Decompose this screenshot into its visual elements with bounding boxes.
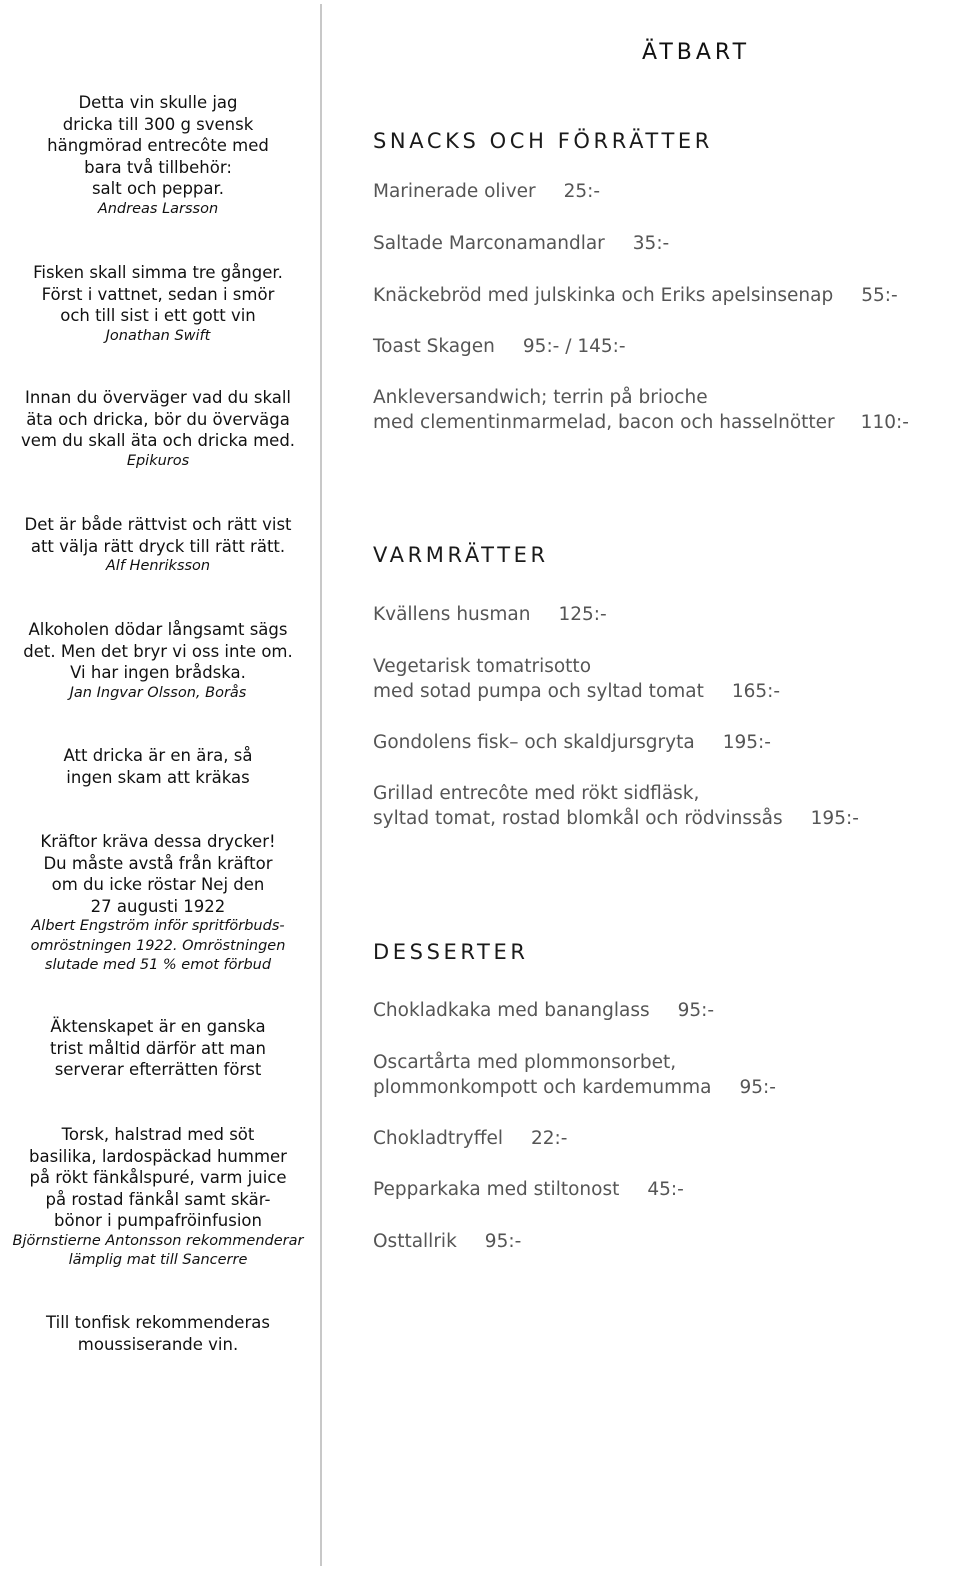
quote-attribution: Andreas Larsson [97, 200, 219, 217]
menu-item-name: Osttallrik [373, 1231, 457, 1252]
column-divider [320, 4, 322, 1566]
quote-line: salt och peppar. [91, 179, 225, 199]
menu-item-price: 195:- [810, 808, 859, 829]
quote-line: Det är både rättvist och rätt vist [24, 515, 292, 534]
quote-line: Innan du överväger vad du skall [24, 388, 291, 407]
menu-item-price: 95:- / 145:- [522, 336, 626, 357]
quote-attribution: Björnstierne Antonsson rekommenderar [12, 1232, 304, 1249]
quote-larsson [0, 92, 316, 219]
menu-item-name: Vegetarisk tomatrisotto [373, 656, 592, 677]
quote-line: Du måste avstå från kräftor [43, 853, 273, 873]
quote-dricka [0, 745, 316, 788]
menu-item-price: 95:- [739, 1077, 776, 1098]
quote-attribution: Alf Henriksson [105, 558, 211, 575]
menu-item-name: med sotad pumpa och syltad tomat [373, 681, 704, 702]
quote-attribution: slutade med 51 % emot förbud [44, 957, 272, 974]
quote-line: på rökt fänkålspuré, varm juice [29, 1168, 287, 1188]
menu-item [373, 231, 669, 256]
quote-line: vem du skall äta och dricka med. [20, 431, 296, 451]
menu-item [373, 1177, 684, 1202]
quote-line: basilika, lardospäckad hummer [29, 1146, 287, 1166]
menu-item [373, 998, 714, 1023]
menu-item [373, 334, 626, 359]
menu-item-price: 95:- [677, 1000, 715, 1021]
menu-item [373, 654, 780, 704]
quote-attribution: omröstningen 1922. Omröstningen [30, 937, 286, 954]
quote-line: 27 augusti 1922 [90, 896, 226, 916]
menu-item-name: Pepparkaka med stiltonost [373, 1179, 620, 1200]
quote-line: ingen skam att kräkas [66, 767, 250, 787]
quote-attribution: Jonathan Swift [105, 327, 211, 344]
quote-engstrom [0, 831, 316, 976]
menu-item [373, 283, 898, 308]
quote-line: Alkoholen dödar långsamt sägs [28, 620, 288, 639]
menu-title: ÄTBART [642, 40, 751, 65]
menu-item-price: 165:- [731, 681, 781, 702]
quote-tonfisk [0, 1312, 316, 1355]
menu-item [373, 602, 607, 627]
quote-line: Torsk, halstrad med söt [61, 1125, 255, 1144]
quote-line: Kräftor kräva dessa drycker! [40, 832, 276, 851]
menu-item-price: 55:- [861, 285, 898, 306]
quote-epikuros [0, 387, 316, 471]
menu-item-name: Gondolens fisk– och skaldjursgryta [373, 732, 695, 753]
menu-item-name: Toast Skagen [373, 336, 495, 357]
quote-swift [0, 262, 316, 346]
menu-item-price: 110:- [860, 412, 909, 433]
quote-aktenskap [0, 1016, 316, 1081]
menu-item-name: Oscartårta med plommonsorbet, [373, 1052, 677, 1073]
quote-line: Först i vattnet, sedan i smör [41, 284, 275, 304]
section-heading-snacks: SNACKS OCH FÖRRÄTTER [373, 129, 713, 153]
quote-line: Till tonfisk rekommenderas [46, 1313, 270, 1332]
quote-olsson [0, 619, 316, 703]
quote-line: på rostad fänkål samt skär- [45, 1189, 271, 1209]
quote-line: äta och dricka, bör du överväga [26, 409, 290, 429]
menu-item-name: Saltade Marconamandlar [373, 233, 605, 254]
menu-item-name: Grillad entrecôte med rökt sidfläsk, [373, 783, 700, 804]
quote-line: hängmörad entrecôte med [47, 136, 269, 156]
quote-attribution: Epikuros [126, 452, 190, 469]
menu-item-name: syltad tomat, rostad blomkål och rödvinssås [373, 808, 783, 829]
quote-attribution: Albert Engström inför spritförbuds- [31, 918, 285, 935]
menu-item [373, 179, 600, 204]
quote-attribution: Jan Ingvar Olsson, Borås [69, 684, 247, 701]
menu-item-name: med clementinmarmelad, bacon och hasselnötter [373, 412, 835, 433]
menu-item-name: Marinerade oliver [373, 181, 536, 202]
quote-line: bönor i pumpafröinfusion [54, 1211, 262, 1231]
quote-henriksson [0, 514, 316, 577]
menu-item-price: 25:- [563, 181, 601, 202]
quote-line: om du icke röstar Nej den [51, 875, 265, 895]
menu-item-price: 45:- [647, 1179, 684, 1200]
quote-line: Vi har ingen brådska. [70, 663, 246, 683]
quote-line: dricka till 300 g svensk [62, 114, 254, 134]
menu-item-name: Chokladtryffel [373, 1128, 503, 1149]
menu-item-price: 22:- [530, 1128, 568, 1149]
section-heading-varmratter: VARMRÄTTER [373, 543, 549, 567]
menu-item [373, 385, 909, 435]
quote-line: Detta vin skulle jag [78, 93, 238, 112]
menu-item [373, 781, 859, 831]
quote-line: bara två tillbehör: [84, 157, 232, 177]
quote-line: moussiserande vin. [77, 1334, 239, 1354]
menu-item-name: Kvällens husman [373, 604, 531, 625]
menu-item [373, 1050, 776, 1100]
quote-line: serverar efterrätten först [54, 1060, 262, 1080]
menu-item-price: 125:- [558, 604, 607, 625]
quote-line: Fisken skall simma tre gånger. [33, 263, 283, 282]
quote-line: det. Men det bryr vi oss inte om. [23, 641, 293, 661]
section-heading-desserter: DESSERTER [373, 940, 529, 964]
menu-item-price: 35:- [632, 233, 670, 254]
quote-attribution: lämplig mat till Sancerre [68, 1252, 248, 1269]
quote-line: och till sist i ett gott vin [60, 306, 256, 326]
menu-item-price: 195:- [722, 732, 771, 753]
quote-line: Att dricka är en ära, så [63, 746, 253, 765]
menu-item [373, 1126, 567, 1151]
quote-line: trist måltid därför att man [50, 1038, 266, 1058]
menu-item-price: 95:- [484, 1231, 522, 1252]
quote-line: att välja rätt dryck till rätt rätt. [30, 536, 286, 556]
quote-antonsson [0, 1124, 316, 1271]
quote-line: Äktenskapet är en ganska [50, 1017, 266, 1036]
menu-item [373, 1229, 521, 1254]
menu-item-name: plommonkompott och kardemumma [373, 1077, 712, 1098]
menu-item-name: Chokladkaka med bananglass [373, 1000, 650, 1021]
menu-item [373, 730, 771, 755]
menu-item-name: Knäckebröd med julskinka och Eriks apelsinsenap [373, 285, 834, 306]
menu-item-name: Ankleversandwich; terrin på brioche [373, 387, 708, 408]
